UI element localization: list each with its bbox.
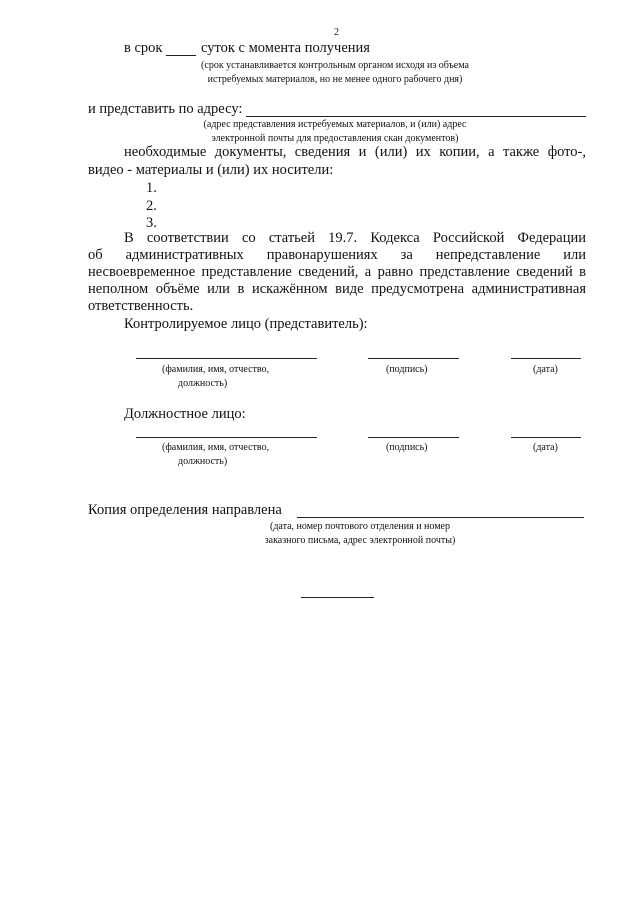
- official-name-blank[interactable]: [136, 437, 317, 438]
- deadline-days-blank[interactable]: [166, 55, 196, 56]
- official-name-note-line1: (фамилия, имя, отчество,: [162, 442, 270, 453]
- copy-note-line2: заказного письма, адрес электронной почты): [264, 535, 456, 546]
- liability-line3: несвоевременное представление сведений, а равно представление сведений в: [88, 264, 586, 280]
- copy-blank[interactable]: [297, 517, 584, 518]
- copy-label: Копия определения направлена: [88, 502, 282, 518]
- address-note-line1: (адрес представления истребуемых материалов, и (или) адрес: [203, 119, 467, 130]
- liability-line4: неполном объёме или в искажённом виде предусмотрена административная: [88, 281, 586, 297]
- liability-line1: В соответствии со статьей 19.7. Кодекса Российской Федерации: [124, 230, 586, 246]
- page-number: 2: [334, 27, 339, 38]
- official-date-blank[interactable]: [511, 437, 581, 438]
- official-date-note: (дата): [533, 442, 558, 453]
- deadline-note-line1: (срок устанавливается контрольным органом исходя из объема: [201, 60, 469, 71]
- controlled-person-name-note-line1: (фамилия, имя, отчество,: [162, 364, 270, 375]
- official-signature-note: (подпись): [386, 442, 428, 453]
- documents-item-1: 1.: [146, 180, 157, 196]
- controlled-person-signature-blank[interactable]: [368, 358, 459, 359]
- deadline-note-line2: истребуемых материалов, но не менее одного рабочего дня): [207, 74, 463, 85]
- official-signature-blank[interactable]: [368, 437, 459, 438]
- controlled-person-signature-note: (подпись): [386, 364, 428, 375]
- official-name-note-line2: должность): [178, 456, 228, 467]
- address-blank[interactable]: [246, 116, 586, 117]
- controlled-person-date-blank[interactable]: [511, 358, 581, 359]
- controlled-person-name-blank[interactable]: [136, 358, 317, 359]
- controlled-person-name-note-line2: должность): [178, 378, 228, 389]
- copy-note-line1: (дата, номер почтового отделения и номер: [270, 521, 450, 532]
- deadline-prefix: в срок: [124, 40, 163, 56]
- controlled-person-label: Контролируемое лицо (представитель):: [124, 316, 368, 332]
- documents-line2: видео - материалы и (или) их носители:: [88, 162, 334, 178]
- official-label: Должностное лицо:: [124, 406, 246, 422]
- address-note-line2: электронной почты для предоставления скан документов): [211, 133, 459, 144]
- documents-item-3: 3.: [146, 215, 157, 231]
- closing-separator: [301, 597, 374, 598]
- documents-item-2: 2.: [146, 198, 157, 214]
- liability-line2: об административных правонарушениях за непредставление или: [88, 247, 586, 263]
- documents-line1: необходимые документы, сведения и (или) их копии, а также фото-,: [124, 144, 586, 160]
- controlled-person-date-note: (дата): [533, 364, 558, 375]
- deadline-suffix: суток с момента получения: [201, 40, 370, 56]
- liability-line5: ответственность.: [88, 298, 194, 314]
- address-label: и представить по адресу:: [88, 101, 243, 117]
